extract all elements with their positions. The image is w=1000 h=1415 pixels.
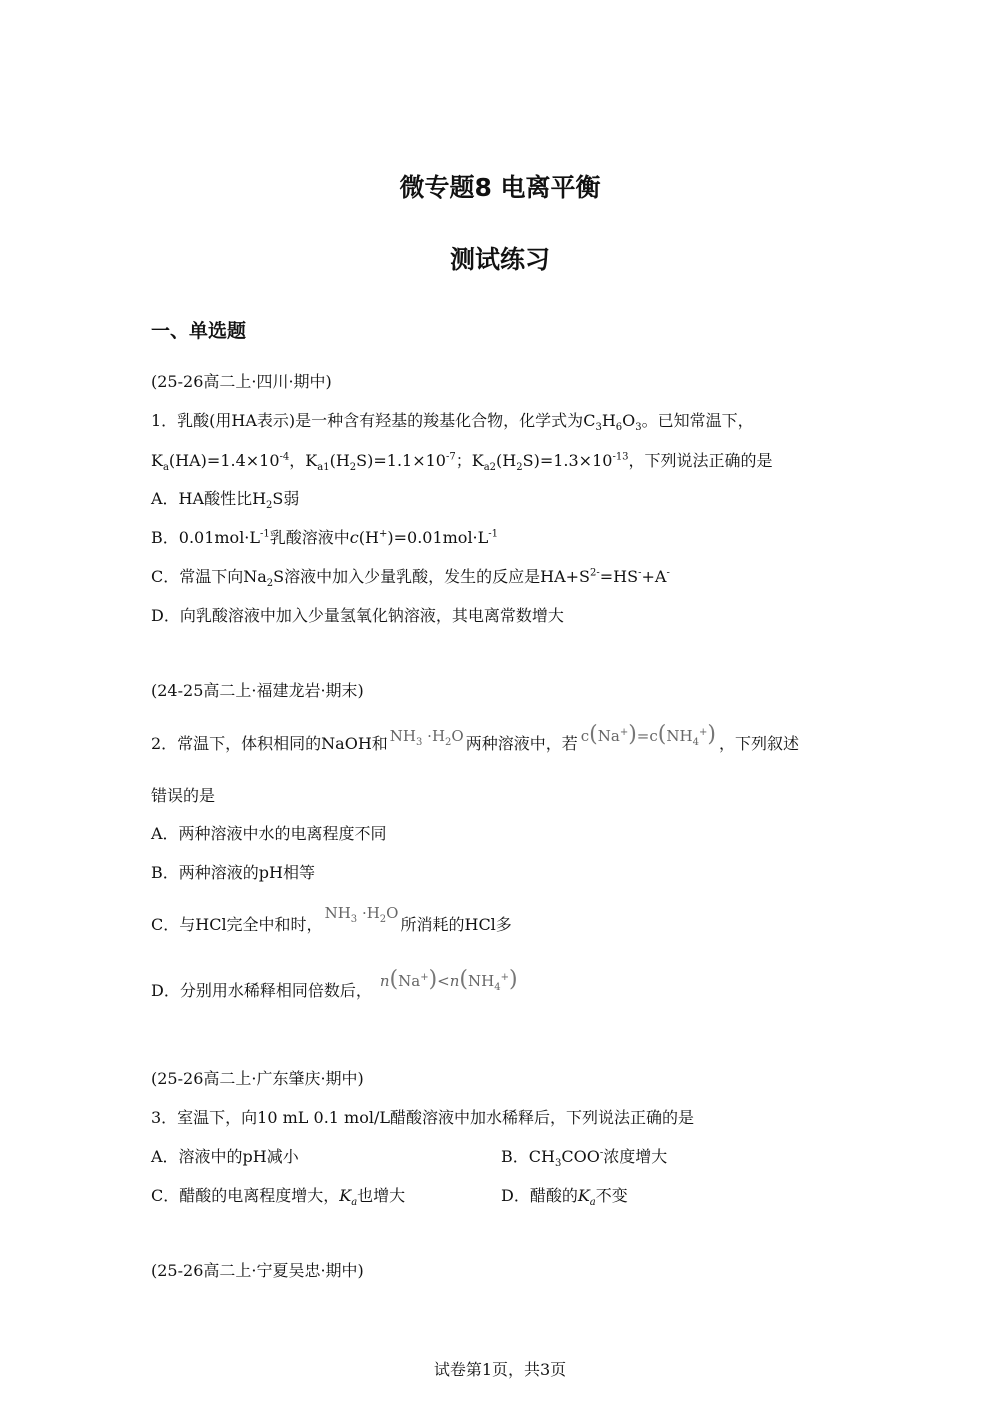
q1-formula: $C_3H_6O_3$ — [583, 411, 642, 434]
q2-d-formula: $n(Na^+)<n(NH_4^+)$ — [379, 967, 518, 993]
q4-source: (25-26高二上·宁夏吴忠·期中) — [151, 1261, 364, 1280]
q2-stem-cont: 错误的是 — [151, 786, 216, 805]
q1-constants: $K_a(HA)=1.4\times 10^{-4}$，$K_{a1}(H_2S)=1.1\times 10^{-7}$；$K_{a2}(H_2S)=1.3\times 10^{-13}$，下列说法正确的是 — [151, 451, 773, 474]
q1-source: (25-26高二上·四川·期中) — [151, 372, 332, 391]
q3-option-a: A．溶液中的pH减小 — [151, 1147, 299, 1166]
q1-option-a: A．HA酸性比$H_2S$弱 — [151, 489, 300, 512]
q2-option-b: B．两种溶液的pH相等 — [151, 863, 315, 882]
q3-stem: 3．室温下，向10 mL 0.1 mol/L醋酸溶液中加水稀释后，下列说法正确的是 — [151, 1108, 694, 1127]
q1-option-b: B．$0.01mol\cdot L^{-1}$乳酸溶液中$c(H^+)=0.01mol\cdot L^{-1}$ — [151, 528, 499, 547]
q3-option-c: C．醋酸的电离程度增大，$K_a$也增大 — [151, 1186, 406, 1209]
q2-stem: 2．常温下，体积相同的NaOH和 $NH_3 \cdot H_2O$ 两种溶液中，若 $c(Na^+)=c(NH_4^+)$ ，下列叙述 — [151, 722, 799, 753]
q1-option-d: D．向乳酸溶液中加入少量氢氧化钠溶液，其电离常数增大 — [151, 606, 564, 625]
q2-source: (24-25高二上·福建龙岩·期末) — [151, 681, 364, 700]
page-footer: 试卷第1页，共3页 — [433, 1360, 567, 1379]
q2-option-a: A．两种溶液中水的电离程度不同 — [151, 824, 387, 843]
q2-option-d: D．分别用水稀释相同倍数后， $n(Na^+)<n(NH_4^+)$ — [151, 967, 518, 1000]
document-title: 微专题8 电离平衡 — [399, 173, 601, 202]
q2-nh3-formula-c: $NH_3 \cdot H_2O$ — [324, 904, 399, 925]
q1-stem: 1．乳酸(用HA表示)是一种含有羟基的羧基化合物，化学式为$C_3H_6O_3$。已知常温下， — [151, 411, 754, 434]
q3-option-b: B．$CH_3COO^-$浓度增大 — [501, 1147, 668, 1170]
q2-option-c: C．与HCl完全中和时，$NH_3 \cdot H_2O$所消耗的HCl多 — [151, 904, 512, 934]
section-heading: 一、单选题 — [151, 320, 247, 342]
document-subtitle: 测试练习 — [449, 245, 550, 274]
q3-option-d: D．醋酸的$K_a$不变 — [501, 1186, 628, 1209]
q1-option-c: C．常温下向$Na_2S$溶液中加入少量乳酸，发生的反应是$HA+S^{2-}=HS^-+A^-$ — [151, 567, 670, 590]
q2-condition-formula: $c(Na^+)=c(NH_4^+)$ — [580, 722, 716, 748]
q2-nh3-formula: $NH_3 \cdot H_2O$ — [389, 727, 464, 748]
q3-source: (25-26高二上·广东肇庆·期中) — [151, 1069, 364, 1088]
